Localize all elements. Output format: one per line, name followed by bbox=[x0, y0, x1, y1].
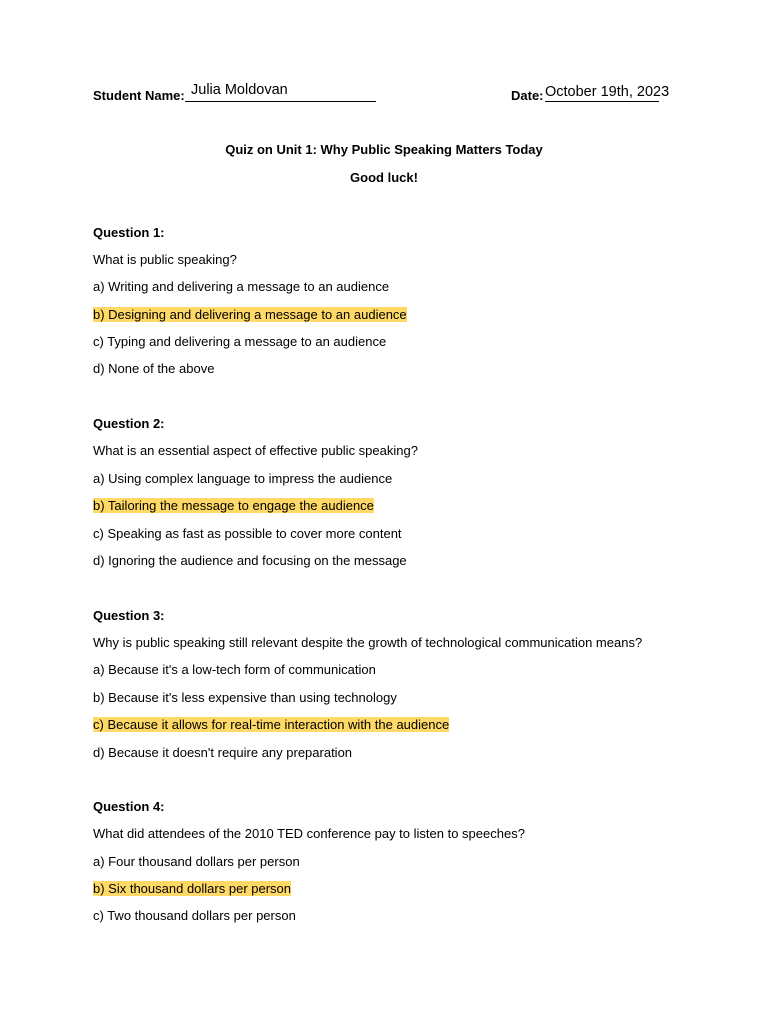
question-heading: Question 1: bbox=[93, 225, 165, 240]
answer-option: c) Speaking as fast as possible to cover more content bbox=[93, 526, 402, 541]
answer-option: a) Because it's a low-tech form of communication bbox=[93, 662, 376, 677]
date-label: Date: bbox=[511, 88, 544, 103]
date-underline bbox=[545, 101, 659, 102]
question-prompt: What is an essential aspect of effective public speaking? bbox=[93, 443, 418, 458]
question-heading: Question 3: bbox=[93, 608, 165, 623]
answer-option: a) Using complex language to impress the audience bbox=[93, 471, 393, 486]
answer-option: a) Four thousand dollars per person bbox=[93, 854, 300, 869]
quiz-title: Quiz on Unit 1: Why Public Speaking Matters Today bbox=[225, 142, 543, 157]
student-name-value: Julia Moldovan bbox=[191, 82, 288, 98]
answer-option-highlighted: b) Designing and delivering a message to an audience bbox=[93, 307, 407, 322]
answer-option: a) Writing and delivering a message to an audience bbox=[93, 279, 390, 294]
question-heading: Question 2: bbox=[93, 416, 165, 431]
answer-option: d) None of the above bbox=[93, 361, 215, 376]
question-prompt: What did attendees of the 2010 TED conference pay to listen to speeches? bbox=[93, 826, 525, 841]
answer-option-highlighted: c) Because it allows for real-time interaction with the audience bbox=[93, 717, 450, 732]
date-value: October 19th, 2023 bbox=[545, 84, 670, 100]
question-heading: Question 4: bbox=[93, 799, 165, 814]
answer-option: c) Typing and delivering a message to an audience bbox=[93, 334, 387, 349]
answer-option: c) Two thousand dollars per person bbox=[93, 908, 296, 923]
answer-option: d) Ignoring the audience and focusing on the message bbox=[93, 553, 407, 568]
student-name-label: Student Name: bbox=[93, 88, 185, 103]
answer-option-highlighted: b) Tailoring the message to engage the audience bbox=[93, 498, 374, 513]
quiz-subtitle: Good luck! bbox=[350, 170, 418, 185]
question-prompt: Why is public speaking still relevant despite the growth of technological communication means? bbox=[93, 635, 643, 650]
answer-option: b) Because it's less expensive than using technology bbox=[93, 690, 397, 705]
student-name-underline bbox=[185, 101, 376, 102]
answer-option: d) Because it doesn't require any preparation bbox=[93, 745, 353, 760]
answer-option-highlighted: b) Six thousand dollars per person bbox=[93, 881, 292, 896]
question-prompt: What is public speaking? bbox=[93, 252, 237, 267]
